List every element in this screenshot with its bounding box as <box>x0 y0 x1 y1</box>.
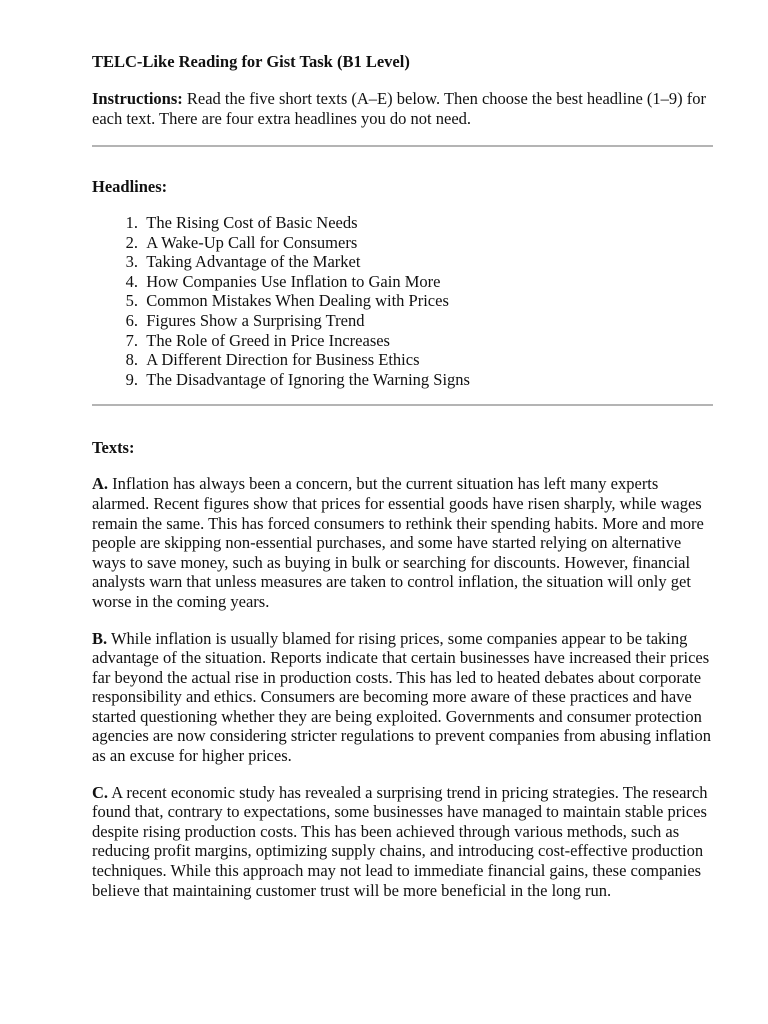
list-item <box>92 252 713 272</box>
text-block-a <box>92 474 713 611</box>
instructions <box>92 89 713 129</box>
text-block-c <box>92 783 713 901</box>
text-body: While inflation is usually blamed for rising prices, some companies appear to be taking advantage of the situation. Reports indicate that certain businesses have increased their prices far beyond the actual rise in production costs. This has led to heated debates about corporate responsibility and ethics. Consumers are becoming more aware of these practices and have started questioning whether they are being exploited. Governments and consumer protection agencies are now considering stricter regulations to prevent companies from abusing inflation as an excuse for higher prices. <box>92 628 712 766</box>
text-block-b <box>92 629 713 766</box>
texts-heading: Texts: <box>92 438 135 458</box>
headline-number: 8. <box>125 350 138 370</box>
headline-number: 3. <box>125 252 138 272</box>
headline-text: A Different Direction for Business Ethics <box>146 350 420 370</box>
list-item <box>92 213 713 233</box>
instructions-label: Instructions: <box>92 89 183 108</box>
document-page <box>92 52 713 900</box>
list-item <box>92 311 713 331</box>
headline-number: 1. <box>125 213 138 232</box>
headline-text: The Role of Greed in Price Increases <box>146 330 390 350</box>
headline-number: 7. <box>125 330 138 350</box>
document-title: TELC-Like Reading for Gist Task (B1 Level) <box>92 52 410 71</box>
text-letter: B. <box>92 628 108 648</box>
list-item <box>92 370 713 390</box>
headline-text: The Rising Cost of Basic Needs <box>146 213 358 232</box>
list-item <box>92 233 713 253</box>
headline-number: 5. <box>125 291 138 311</box>
divider <box>92 404 713 406</box>
headline-number: 2. <box>125 232 138 252</box>
headline-number: 4. <box>125 271 138 291</box>
headline-text: The Disadvantage of Ignoring the Warning Signs <box>146 369 470 389</box>
headline-text: Figures Show a Surprising Trend <box>146 310 365 330</box>
text-letter: A. <box>92 474 109 494</box>
divider <box>92 145 713 147</box>
headline-number: 9. <box>125 369 138 389</box>
headline-text: Common Mistakes When Dealing with Prices <box>146 291 449 311</box>
headline-text: Taking Advantage of the Market <box>146 252 361 272</box>
text-body: Inflation has always been a concern, but the current situation has left many experts alarmed. Recent figures show that prices for essential goods have risen sharply, while wages remain the same. This has forced consumers to rethink their spending habits. More and more people are skipping non-essential purchases, and some have started relying on alternative ways to save money, such as buying in bulk or searching for discounts. However, financial analysts warn that unless measures are taken to control inflation, the situation will only get worse in the coming years. <box>92 474 704 611</box>
list-item <box>92 350 713 370</box>
list-item <box>92 331 713 351</box>
list-item <box>92 272 713 292</box>
headline-text: How Companies Use Inflation to Gain More <box>146 271 441 291</box>
headline-list <box>92 213 713 389</box>
headlines-heading: Headlines: <box>92 177 168 196</box>
instructions-text: Read the five short texts (A–E) below. Then choose the best headline (1–9) for each text. There are four extra headlines you do not need. <box>92 89 707 128</box>
text-letter: C. <box>92 782 109 802</box>
text-body: A recent economic study has revealed a surprising trend in pricing strategies. The research found that, contrary to expectations, some businesses have managed to maintain stable prices despite rising production costs. This has been achieved through various methods, such as reducing profit margins, optimizing supply chains, and introducing cost-effective production techniques. While this approach may not lead to immediate financial gains, these companies believe that maintaining customer trust will be more beneficial in the long run. <box>92 782 708 900</box>
headline-text: A Wake-Up Call for Consumers <box>146 232 358 252</box>
list-item <box>92 291 713 311</box>
headline-number: 6. <box>125 310 138 330</box>
